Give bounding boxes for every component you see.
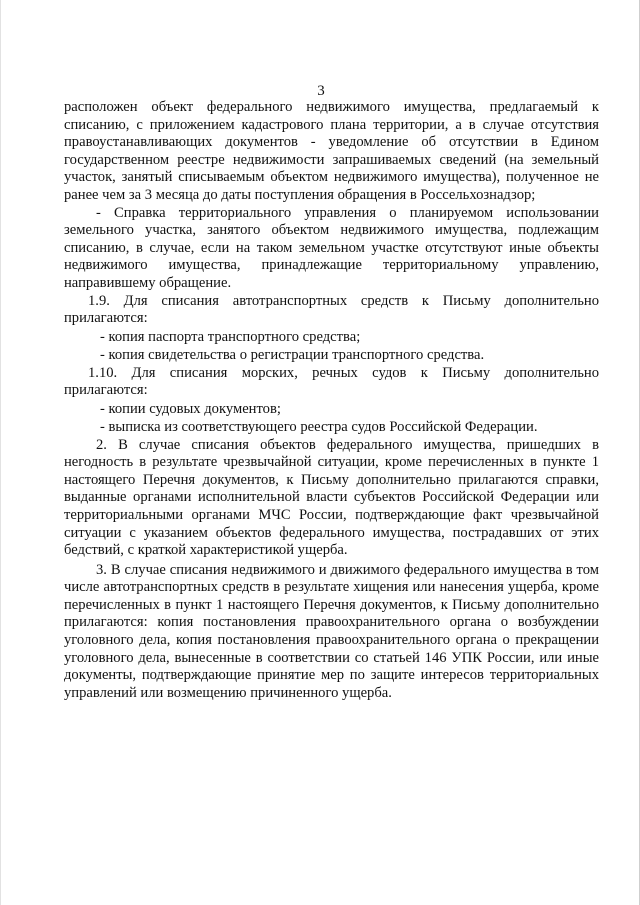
paragraph-3-theft-damage: 3. В случае списания недвижимого и движимого федерального имущества в том числе автотранспортных средств в результате хищения или нанесения ущерба, кроме перечисленных в пункт 1 настоящего Перечня документов, к Письму дополнительно прилагаются: копия постановления правоохранительного органа о возбуждении уголовного дела, копия постановления правоохранительного органа о прекращении уголовного дела, вынесенные в соответствии со статьей 146 УПК России, или иные документы, подтверждающие принятие мер по защите интересов территориальных управлений или возмещению причиненного ущерба. [64, 561, 599, 701]
list-item-ship-registry-extract: - выписка из соответствующего реестра судов Российской Федерации. [100, 419, 538, 436]
paragraph-1-9-vehicles: 1.9. Для списания автотранспортных средств к Письму дополнительно прилагаются: [64, 292, 599, 327]
page-number: 3 [317, 83, 325, 99]
paragraph-2-emergency: 2. В случае списания объектов федерального имущества, пришедших в негодность в результате чрезвычайной ситуации, кроме перечисленных в пункте 1 настоящего Перечня документов, к Письму дополнительно прилагаются справки, выданные органами исполнительной власти субъектов Российской Федерации или территориальными органами МЧС России, подтверждающие факт чрезвычайной ситуации с указанием объектов федерального имущества, пострадавших от этих бедствий, с краткой характеристикой ущерба. [64, 436, 599, 559]
list-item-ship-documents: - копии судовых документов; [100, 400, 281, 417]
list-item-vehicle-registration: - копия свидетельства о регистрации транспортного средства. [100, 347, 485, 364]
list-item-vehicle-passport: - копия паспорта транспортного средства; [100, 328, 361, 345]
paragraph-land-certificate: - Справка территориального управления о планируемом использовании земельного участка, занятого объектом недвижимого имущества, подлежащим списанию, в случае, если на таком земельном участке отсутствуют иные объекты недвижимого имущества, принадлежащие территориальному управлению, направившему обращение. [64, 204, 599, 291]
paragraph-1-10-vessels: 1.10. Для списания морских, речных судов к Письму дополнительно прилагаются: [64, 364, 599, 399]
document-body [64, 99, 599, 702]
paragraph-continuation: расположен объект федерального недвижимого имущества, предлагаемый к списанию, с приложением кадастрового плана территории, а в случае отсутствия правоустанавливающих документов - уведомление об отсутствии в Едином государственном реестре недвижимости запрашиваемых сведений (на земельный участок, занятый списываемым объектом недвижимого имущества), полученное не ранее чем за 3 месяца до даты поступления обращения в Россельхознадзор; [64, 99, 599, 203]
